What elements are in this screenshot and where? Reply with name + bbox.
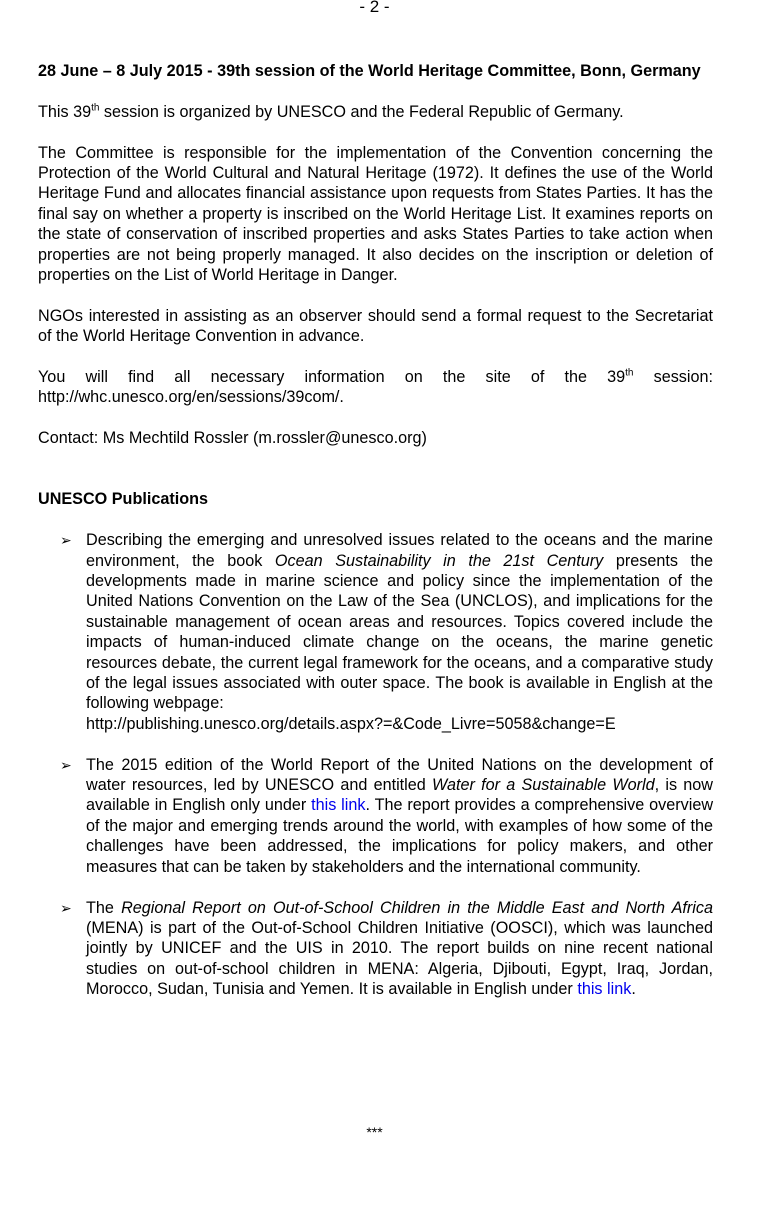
event-heading: 28 June – 8 July 2015 - 39th session of the World Heritage Committee, Bonn, Germany <box>38 62 701 80</box>
list-item: ➢ The Regional Report on Out-of-School Children in the Middle East and North Africa (MENA) is part of the Out-of-School Children Initiative (OOSCI), which was launched jointly by UNICEF and the UIS in 2010. The report builds on nine recent national studies on out-of-school children in MENA: Algeria, Djibouti, Egypt, Iraq, Jordan, Morocco, Sudan, Tunisia and Yemen. It is available in English under this link. <box>60 898 713 999</box>
this-link-mena-report[interactable]: this link <box>577 980 632 999</box>
this-link-water-report[interactable]: this link <box>311 796 366 815</box>
info-paragraph: You will find all necessary information on the site of the 39th session: http://whc.unesco.org/en/sessions/39com/. <box>38 367 713 407</box>
committee-paragraph: The Committee is responsible for the implementation of the Convention concerning the Protection of the World Cultural and Natural Heritage (1972). It defines the use of the World Heritage Fund and allocates financial assistance upon requests from States Parties. It has the final say on whether a property is inscribed on the World Heritage List. It examines reports on the state of conservation of inscribed properties and asks States Parties to take action when properties are not being properly managed. It also decides on the inscription or deletion of properties on the List of World Heritage in Danger. <box>38 143 713 285</box>
event-intro: This 39th session is organized by UNESCO and the Federal Republic of Germany. <box>38 102 624 121</box>
publications-list <box>38 530 713 999</box>
list-item: ➢ The 2015 edition of the World Report of the United Nations on the development of water resources, led by UNESCO and entitled Water for a Sustainable World, is now available in English only under this link. The report provides a comprehensive overview of the major and emerging trends around the world, with examples of how some of the challenges have been addressed, the implications for policy makers, and other measures that can be taken by stakeholders and the international community. <box>60 755 714 876</box>
contact-line: Contact: Ms Mechtild Rossler (m.rossler@unesco.org) <box>38 429 427 448</box>
page-content <box>38 61 713 1000</box>
arrow-bullet-icon: ➢ <box>60 532 72 549</box>
arrow-bullet-icon: ➢ <box>60 899 72 916</box>
publication-url: http://publishing.unesco.org/details.aspx?=&Code_Livre=5058&change=E <box>86 714 616 733</box>
report-title: Regional Report on Out-of-School Children in the Middle East and North Africa <box>121 898 713 917</box>
report-title: Water for a Sustainable World <box>432 776 655 795</box>
section-separator: *** <box>366 1124 383 1140</box>
publications-heading: UNESCO Publications <box>38 490 208 509</box>
ngo-paragraph: NGOs interested in assisting as an observer should send a formal request to the Secretariat of the World Heritage Convention in advance. <box>38 306 713 346</box>
list-item: ➢ Describing the emerging and unresolved issues related to the oceans and the marine environment, the book Ocean Sustainability in the 21st Century presents the developments made in marine science and policy since the implementation of the United Nations Convention on the Law of the Sea (UNCLOS), and implications for the sustainable management of ocean areas and resources. Topics covered include the impacts of human-induced climate change on the oceans, the marine genetic resources debate, the current legal framework for the oceans, and a comparative study of the legal issues associated with outer space. The book is available in English at the following webpage: http://publishing.unesco.org/details.aspx?=&Code_Livre=5058&change=E <box>60 531 713 733</box>
arrow-bullet-icon: ➢ <box>60 756 72 773</box>
book-title: Ocean Sustainability in the 21st Century <box>274 551 604 570</box>
page-number: - 2 - <box>359 0 390 16</box>
